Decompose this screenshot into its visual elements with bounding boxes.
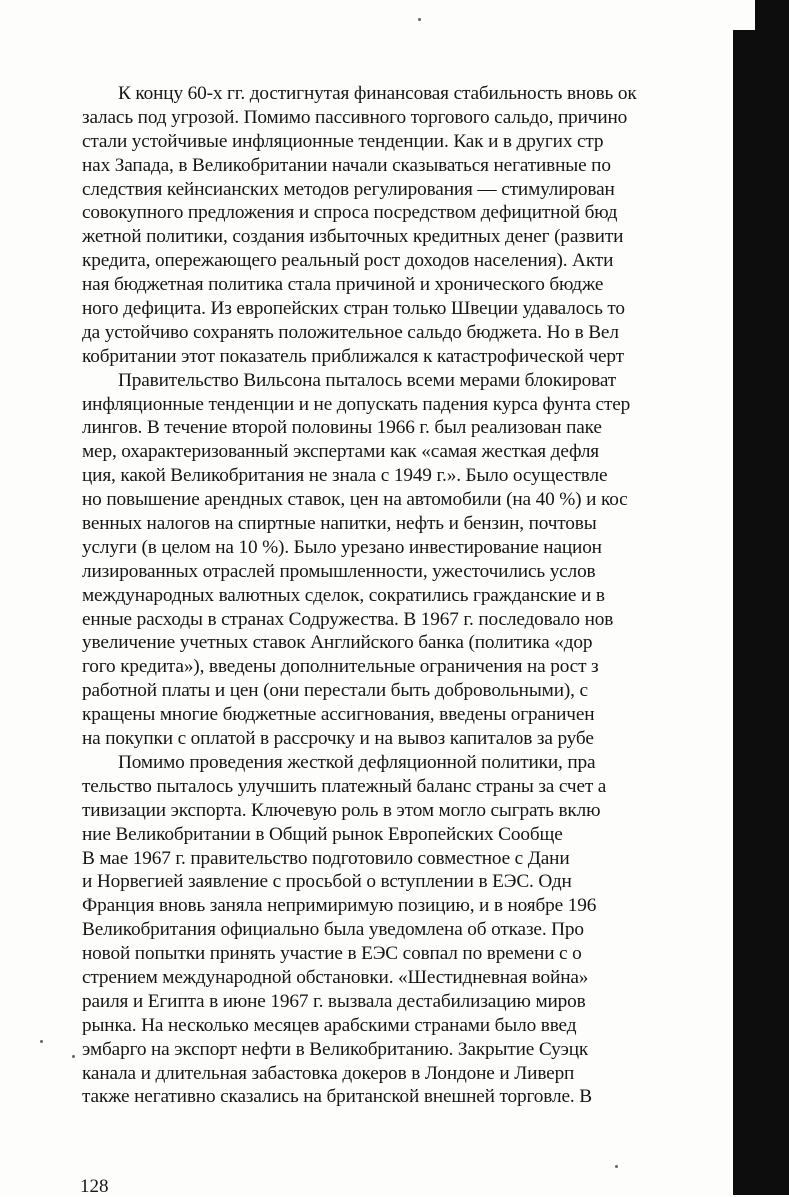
text-line: инфляционные тенденции и не допускать падения курса фунта стер [82,393,631,415]
text-line: ная бюджетная политика стала причиной и хронического бюдже [82,274,604,296]
text-line: также негативно сказались на британской внешней торговле. В [82,1086,592,1108]
text-line: услуги (в целом на 10 %). Было урезано инвестирование национ [82,536,602,558]
text-line: кращены многие бюджетные ассигнования, введены ограничен [82,704,595,726]
text-line: работной платы и цен (они перестали быть добровольными), с [82,680,588,702]
text-line: и Норвегией заявление с просьбой о вступлении в ЕЭС. Одн [82,871,572,893]
text-line: раиля и Египта в июне 1967 г. вызвала дестабилизацию миров [82,990,586,1012]
text-line: международных валютных сделок, сократились гражданские и в [82,584,605,606]
text-line: стрением международной обстановки. «Шестидневная война» [82,966,589,988]
text-line: канала и длительная забастовка докеров в Лондоне и Ливерп [82,1062,575,1084]
scan-speck [72,1055,75,1058]
scan-speck [615,1165,618,1168]
text-line: залась под угрозой. Помимо пассивного торгового сальдо, причино [82,106,628,128]
text-line: енные расходы в странах Содружества. В 1967 г. последовало нов [82,608,614,630]
text-line: венных налогов на спиртные напитки, нефть и бензин, почтовы [82,513,597,535]
body-text [82,82,733,1162]
text-line: но повышение арендных ставок, цен на автомобили (на 40 %) и кос [82,489,628,511]
text-line: Правительство Вильсона пыталось всеми мерами блокироват [118,369,617,391]
text-line: Франция вновь заняла непримиримую позицию, и в ноябре 196 [82,895,597,917]
scan-shadow-top [755,0,789,34]
text-line: тельство пыталось улучшить платежный баланс страны за счет а [82,775,607,797]
text-line: да устойчиво сохранять положительное сальдо бюджета. Но в Вел [82,321,619,343]
text-line: нах Запада, в Великобритании начали сказываться негативные по [82,154,611,176]
text-line: гого кредита»), введены дополнительные ограничения на рост з [82,656,599,678]
text-line: кобритании этот показатель приближался к катастрофической черт [82,345,624,367]
text-line: Помимо проведения жесткой дефляционной политики, пра [118,751,596,773]
text-line: лизированных отраслей промышленности, ужесточились услов [82,560,596,582]
page-number: 128 [80,1176,109,1197]
text-line: В мае 1967 г. правительство подготовило совместное с Дани [82,847,570,869]
scan-speck [40,1040,43,1043]
text-line: эмбарго на экспорт нефти в Великобританию. Закрытие Суэцк [82,1038,589,1060]
text-line: рынка. На несколько месяцев арабскими странами было введ [82,1014,577,1036]
text-line: Великобритания официально была уведомлена об отказе. Про [82,919,584,941]
text-line: увеличение учетных ставок Английского банка (политика «дор [82,632,593,654]
scan-speck [418,18,421,21]
text-line: ного дефицита. Из европейских стран только Швеции удавалось то [82,298,625,320]
text-line: стали устойчивые инфляционные тенденции. Как и в других стр [82,130,604,152]
text-line: ция, какой Великобритания не знала с 1949 г.». Было осуществле [82,465,608,487]
text-line: новой попытки принять участие в ЕЭС совпал по времени с о [82,943,582,965]
text-line: мер, охарактеризованный экспертами как «самая жесткая дефля [82,441,600,463]
text-line: тивизации экспорта. Ключевую роль в этом могло сыграть вклю [82,799,601,821]
text-line: следствия кейнсианских методов регулирования — стимулирован [82,178,615,200]
text-line: лингов. В течение второй половины 1966 г. был реализован паке [82,417,602,439]
text-line: на покупки с оплатой в рассрочку и на вывоз капиталов за рубе [82,728,594,750]
scan-shadow-right-edge [733,30,789,1195]
text-line: К концу 60-х гг. достигнутая финансовая стабильность вновь ок [118,83,637,104]
text-line: кредита, опережающего реальный рост доходов населения). Акти [82,250,614,272]
text-line: жетной политики, создания избыточных кредитных денег (развити [82,226,624,248]
text-line: ние Великобритании в Общий рынок Европейских Сообще [82,823,563,845]
text-line: совокупного предложения и спроса посредством дефицитной бюд [82,202,618,224]
